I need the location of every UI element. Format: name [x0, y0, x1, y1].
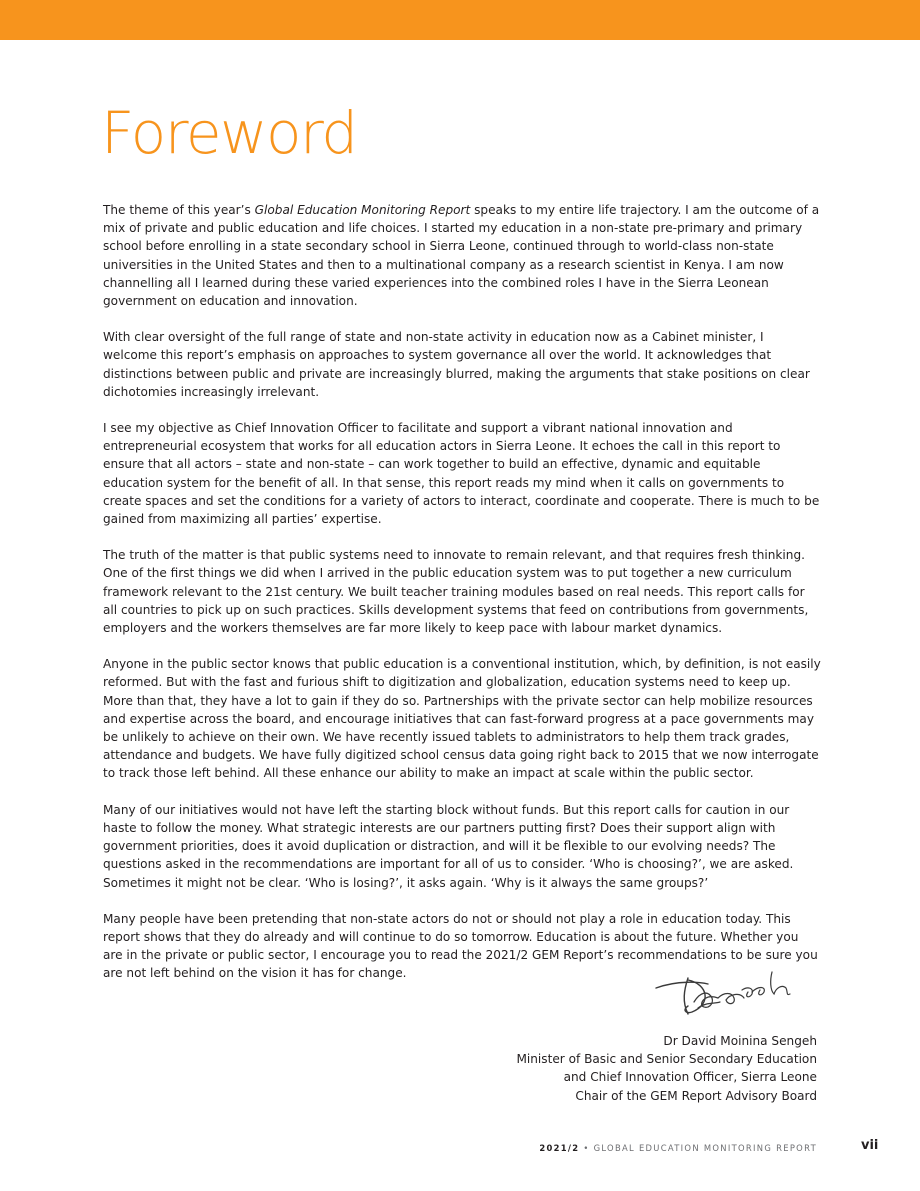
- paragraph-7: Many people have been pretending that non-state actors do not or should not play a role in education today. This report shows that they do already and will continue to do so tomorrow. Education is about the future. Whether you are in the private or public sector, I encourage you to read the 2021/2 GEM Report’s recommendations to be sure you are not left behind on the vision it has for change.: [103, 911, 818, 981]
- paragraph-2: With clear oversight of the full range of state and non-state activity in education now as a Cabinet minister, I welcome this report’s emphasis on approaches to system governance all over the world. It acknowledges that distinctions between public and private are increasingly blurred, making the arguments that stake positions on clear dichotomies increasingly irrelevant.: [103, 330, 810, 399]
- paragraph-1: [103, 201, 821, 310]
- signatory-name: Dr David Moinina Sengeh: [663, 1034, 817, 1048]
- paragraph-4: The truth of the matter is that public systems need to innovate to remain relevant, and that requires fresh thinking. One of the first things we did when I arrived in the public education system was to put together a new curriculum framework relevant to the 21st century. We built teacher training modules based on real needs. This report calls for all countries to pick up on such practices. Skills development systems that feed on contributions from governments, employers and the workers themselves are far more likely to keep pace with labour market dynamics.: [103, 548, 809, 636]
- report-title-italic: Global Education Monitoring Report: [254, 203, 471, 217]
- signatory-role-3: Chair of the GEM Report Advisory Board: [575, 1088, 817, 1103]
- page-number: vii: [861, 1138, 879, 1153]
- paragraph-1-intro: The theme of this year’s: [103, 203, 255, 217]
- signature-block: [516, 1032, 817, 1105]
- header-orange-band: [0, 0, 920, 40]
- paragraph-6: Many of our initiatives would not have left the starting block without funds. But this report calls for caution in our haste to follow the money. What strategic interests are our partners putting first? Does their support align with government priorities, does it avoid duplication or distraction, and will it be flexible to our evolving needs? The questions asked in the recommendations are important for all of us to consider. ‘Who is choosing?’, we are asked. Sometimes it might not be clear. ‘Who is losing?’, it asks again. ‘Why is it always the same groups?’: [103, 802, 794, 890]
- running-footer: [539, 1141, 817, 1155]
- signatory-role-2: and Chief Innovation Officer, Sierra Leone: [563, 1070, 817, 1085]
- signatory-role-1: Minister of Basic and Senior Secondary Education: [516, 1052, 817, 1067]
- footer-year: 2021/2: [539, 1143, 580, 1153]
- foreword-body: [103, 201, 821, 1001]
- paragraph-3: I see my objective as Chief Innovation Officer to facilitate and support a vibrant national innovation and entrepreneurial ecosystem that works for all education actors in Sierra Leone. It echoes the call in this report to ensure that all actors – state and non-state – can work together to build an effective, dynamic and equitable education system for the benefit of all. In that sense, this report reads my mind when it calls on governments to create spaces and set the conditions for a variety of actors to interact, coordinate and cooperate. There is much to be gained from maximizing all parties’ expertise.: [103, 421, 820, 527]
- footer-separator: •: [583, 1143, 590, 1153]
- page-title: Foreword: [101, 99, 357, 167]
- paragraph-1-rest: speaks to my entire life trajectory. I am the outcome of a mix of private and public education and life choices. I started my education in a non-state pre-primary and primary school before enrolling in a state secondary school in Sierra Leone, continued through to world-class non-state universities in the United States and then to a multinational company as a research scientist in Kenya. I am now channelling all I learned during these varied experiences into the combined roles I have in the Sierra Leonean government on education and innovation.: [103, 203, 820, 309]
- handwritten-signature: [648, 962, 816, 1024]
- paragraph-5: Anyone in the public sector knows that public education is a conventional institution, which, by definition, is not easily reformed. But with the fast and furious shift to digitization and globalization, education systems need to keep up. More than that, they have a lot to gain if they do so. Partnerships with the private sector can help mobilize resources and expertise across the board, and encourage initiatives that can fast-forward progress at a pace governments may be unlikely to achieve on their own. We have recently issued tablets to administrators to help them track grades, attendance and budgets. We have fully digitized school census data going right back to 2015 that we now interrogate to track those left behind. All these enhance our ability to make an impact at scale within the public sector.: [103, 657, 821, 781]
- footer-report-name: GLOBAL EDUCATION MONITORING REPORT: [593, 1143, 817, 1153]
